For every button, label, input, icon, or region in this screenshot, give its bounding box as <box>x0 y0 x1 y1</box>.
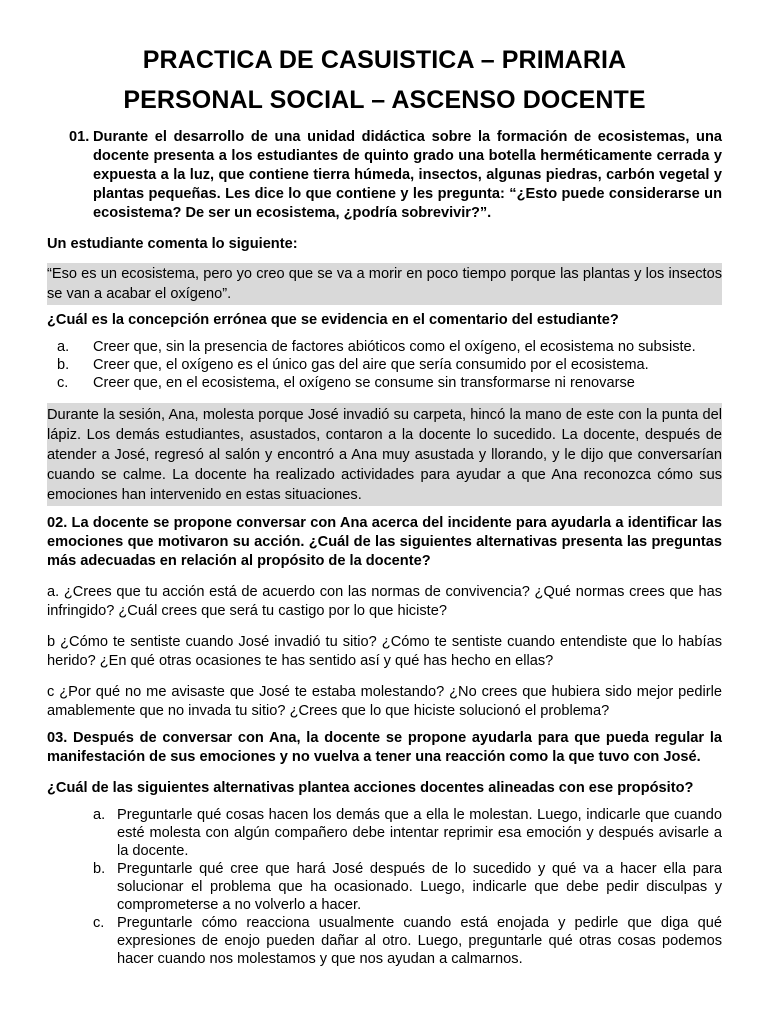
option-letter: c. <box>57 375 69 391</box>
option-letter: c. <box>93 915 105 931</box>
option-text: Preguntarle qué cree que hará José después de lo sucedido y qué va a hacer ella para solucionar el problema que ha ocasionado. Luego, indicarle que debe pedir disculpas y comprometerse a no volverlo a hacer. <box>117 861 722 913</box>
option-1c <box>57 374 722 392</box>
page-title-line-2: PERSONAL SOCIAL – ASCENSO DOCENTE <box>123 86 646 114</box>
option-2c: c ¿Por qué no me avisaste que José te estaba molestando? ¿No crees que hubiera sido mejor pedirle amablemente que no invada tu sitio? ¿Crees que lo que hiciste solucionó el problema? <box>47 684 722 719</box>
question-3-prompt: ¿Cuál de las siguientes alternativas plantea acciones docentes alineadas con ese propósito? <box>47 780 694 796</box>
student-quote: “Eso es un ecosistema, pero yo creo que se va a morir en poco tiempo porque las plantas y los insectos se van a acabar el oxígeno”. <box>47 263 722 305</box>
option-text: Preguntarle qué cosas hacen los demás que a ella le molestan. Luego, indicarle que cuando esté molesta con algún compañero debe intentar reprimir esa emoción y después avisarle a la docente. <box>117 807 722 859</box>
option-3b <box>93 860 722 914</box>
page-title-line-1: PRACTICA DE CASUISTICA – PRIMARIA <box>142 46 627 74</box>
option-1b <box>57 356 722 374</box>
question-3-text: 03. Después de conversar con Ana, la docente se propone ayudarla para que pueda regular la manifestación de sus emociones y no vuelva a tener una reacción como la que tuvo con José. <box>47 730 722 765</box>
option-text: Creer que, sin la presencia de factores abióticos como el oxígeno, el ecosistema no subsiste. <box>93 339 696 355</box>
question-1 <box>47 128 722 223</box>
question-1-number: 01. <box>69 129 90 145</box>
option-2a: a. ¿Crees que tu acción está de acuerdo con las normas de convivencia? ¿Qué normas crees que has infringido? ¿Cuál crees que será tu castigo por lo que hiciste? <box>47 584 722 619</box>
option-letter: b. <box>93 861 106 877</box>
student-intro: Un estudiante comenta lo siguiente: <box>47 236 298 252</box>
option-text: Preguntarle cómo reacciona usualmente cuando está enojada y pedirle que diga qué expresiones de enojo pueden dañar al otro. Luego, preguntarle qué otras cosas podemos hacer cuando nos molestamos y que nos ayudan a calmarnos. <box>117 915 722 967</box>
option-3a <box>93 806 722 860</box>
case-description: Durante la sesión, Ana, molesta porque José invadió su carpeta, hincó la mano de este con la punta del lápiz. Los demás estudiantes, asustados, contaron a la docente lo sucedido. La docente, después de atender a José, regresó al salón y encontró a Ana muy asustada y llorando, y le dijo que conversarían cuando se calme. La docente ha realizado actividades para ayudar a que Ana reconozca cómo sus emociones han intervenido en estas situaciones. <box>47 403 722 506</box>
option-letter: a. <box>93 807 106 823</box>
option-3c <box>93 914 722 968</box>
question-2-text: 02. La docente se propone conversar con Ana acerca del incidente para ayudarla a identificar las emociones que motivaron su acción. ¿Cuál de las siguientes alternativas presenta las preguntas más adecuadas en relación al propósito de la docente? <box>47 515 722 569</box>
question-1-prompt: ¿Cuál es la concepción errónea que se evidencia en el comentario del estudiante? <box>47 312 619 328</box>
question-1-options <box>47 338 722 392</box>
question-3-options <box>47 806 722 968</box>
option-letter: a. <box>57 339 70 355</box>
option-1a <box>57 338 722 356</box>
option-text: Creer que, el oxígeno es el único gas del aire que sería consumido por el ecosistema. <box>93 357 649 373</box>
option-text: Creer que, en el ecosistema, el oxígeno se consume sin transformarse ni renovarse <box>93 375 635 391</box>
question-1-text: Durante el desarrollo de una unidad didáctica sobre la formación de ecosistemas, una docente presenta a los estudiantes de quinto grado una botella herméticamente cerrada y expuesta a la luz, que contiene tierra húmeda, insectos, algunas piedras, carbón vegetal y plantas pequeñas. Les dice lo que contiene y les pregunta: “¿Esto puede considerarse un ecosistema? De ser un ecosistema, ¿podría sobrevivir?”. <box>93 129 722 221</box>
option-2b: b ¿Cómo te sentiste cuando José invadió tu sitio? ¿Cómo te sentiste cuando entendiste que lo habías herido? ¿En qué otras ocasiones te has sentido así y qué has hecho en ellas? <box>47 634 722 669</box>
option-letter: b. <box>57 357 70 373</box>
